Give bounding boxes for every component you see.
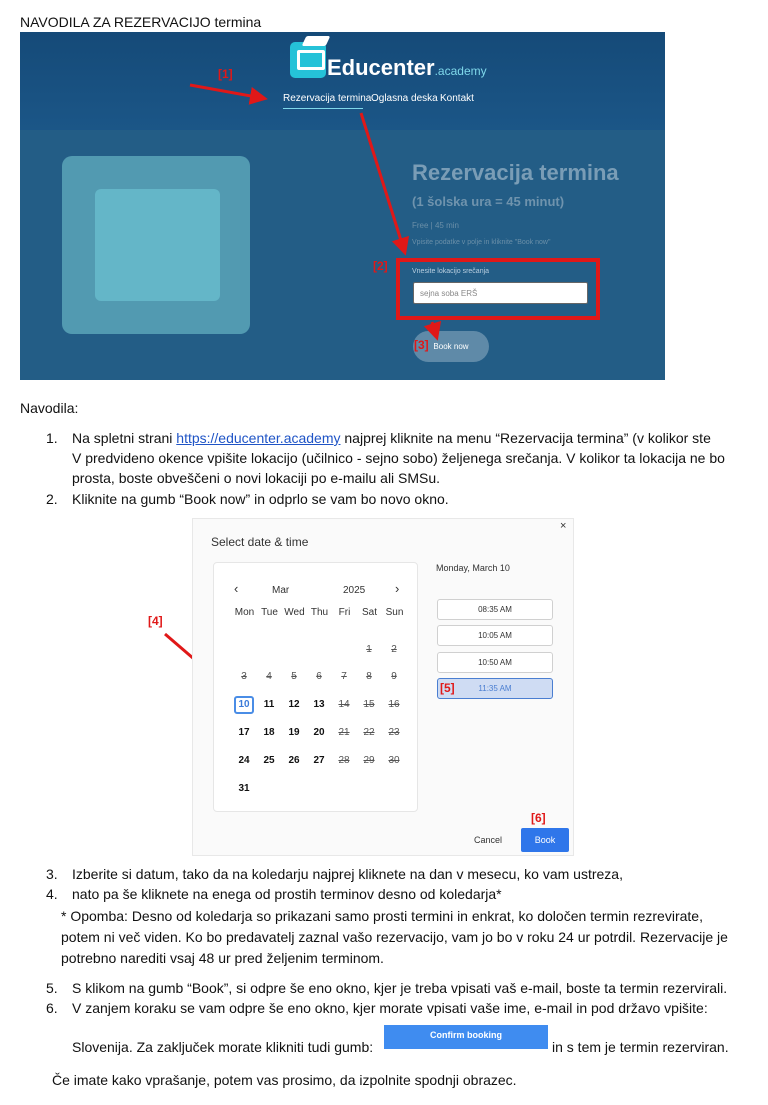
time-slot[interactable]: 08:35 AM <box>437 599 553 620</box>
step-1-line-3: prosta, boste obveščeni o novi lokaciji po e-mailu ali SMSu. <box>72 470 441 486</box>
calendar-day: 1 <box>366 644 372 655</box>
marker-1: [1] <box>218 67 233 81</box>
calendar-day[interactable]: 12 <box>288 699 300 710</box>
logo-suffix: .academy <box>434 64 487 78</box>
prev-month-icon[interactable]: ‹ <box>234 581 239 596</box>
step-6-continuation: Slovenija. Za zaključek morate klikniti tudi gumb: <box>72 1039 374 1055</box>
weekday-label: Thu <box>310 607 329 618</box>
calendar-day: 21 <box>338 727 350 738</box>
step-1-text-pre: Na spletni strani <box>72 430 177 446</box>
time-slot[interactable]: 10:50 AM <box>437 652 553 673</box>
calendar-day: 15 <box>363 699 375 710</box>
weekday-label: Wed <box>284 607 305 618</box>
logo-text: Educenter <box>327 55 435 80</box>
calendar-day: 9 <box>391 671 397 682</box>
step-5-text: S klikom na gumb “Book”, si odpre še eno okno, kjer je treba vpisati vaš e-mail, boste ta termin rezervirali. <box>72 980 728 996</box>
weekday-label: Sat <box>361 607 377 618</box>
calendar-day: 8 <box>366 671 372 682</box>
step-4-text: nato pa še kliknete na enega od prostih terminov desno od koledarja* <box>72 886 502 902</box>
calendar-day: 28 <box>338 755 350 766</box>
educenter-link[interactable]: https://educenter.academy <box>176 430 341 446</box>
hero-subtitle: (1 šolska ura = 45 minut) <box>412 194 565 209</box>
instructions-heading: Navodila: <box>20 400 79 416</box>
calendar-day[interactable]: 18 <box>263 727 275 738</box>
marker-6: [6] <box>531 811 546 825</box>
book-now-button[interactable]: Book now <box>413 331 489 362</box>
calendar-day: 30 <box>388 755 400 766</box>
note-line-3: potrebno narediti vsaj 48 ur pred željenim terminom. <box>61 950 384 966</box>
calendar-day: 3 <box>241 671 247 682</box>
calendar-day[interactable]: 10 <box>234 696 254 714</box>
hero-title: Rezervacija termina <box>412 160 619 185</box>
close-icon[interactable]: × <box>560 520 567 532</box>
calendar-day: 14 <box>338 699 350 710</box>
calendar-month: Mar <box>272 585 290 596</box>
location-input[interactable]: sejna soba ERŠ <box>413 282 588 304</box>
step-2-text: Kliknite na gumb “Book now” in odprlo se vam bo novo okno. <box>72 491 449 507</box>
nav-rezervacija-termina[interactable]: Rezervacija termina <box>283 93 372 104</box>
time-slot[interactable]: 11:35 AM <box>437 678 553 699</box>
weekday-label: Fri <box>338 607 351 618</box>
note-line-1: * Opomba: Desno od koledarja so prikazani samo prosti termini in enkrat, ko določen termin rezrevirate, <box>61 908 703 924</box>
confirm-booking-button[interactable]: Confirm booking <box>384 1025 548 1049</box>
marker-4: [4] <box>148 614 163 628</box>
marker-2: [2] <box>373 259 388 273</box>
calendar-day[interactable]: 25 <box>263 755 275 766</box>
step-1-line-1 <box>72 428 711 448</box>
dialog-title: Select date & time <box>211 535 309 549</box>
calendar-day[interactable]: 11 <box>263 699 275 710</box>
closing-text: Če imate kako vprašanje, potem vas prosimo, da izpolnite spodnji obrazec. <box>52 1072 517 1088</box>
calendar-day[interactable]: 19 <box>288 727 300 738</box>
step-2-number: 2. <box>46 491 58 507</box>
step-6-number: 6. <box>46 1000 58 1016</box>
step-5-number: 5. <box>46 980 58 996</box>
note-line-2: potem ni več viden. Ko bo predavatelj zaznal vašo rezervacijo, vam jo bo v roku 24 ur potrdil. Rezervacije je <box>61 929 728 945</box>
calendar-day[interactable]: 17 <box>238 727 250 738</box>
booking-hint: Vpisite podatke v polje in kliknite "Book now" <box>412 239 551 246</box>
step-6-text: V zanjem koraku se vam odpre še eno okno, kjer morate vpisati vaše ime, e-mail in pod državo vpišite: <box>72 1000 708 1016</box>
weekday-label: Tue <box>261 607 278 618</box>
calendar-year: 2025 <box>343 585 366 596</box>
time-slot[interactable]: 10:05 AM <box>437 625 553 646</box>
step-4-number: 4. <box>46 886 58 902</box>
calendar-day: 22 <box>363 727 375 738</box>
booking-dialog <box>192 518 574 856</box>
calendar-day[interactable]: 26 <box>288 755 300 766</box>
calendar-day[interactable]: 31 <box>238 783 250 794</box>
calendar-day: 23 <box>388 727 400 738</box>
calendar-day[interactable]: 20 <box>313 727 325 738</box>
step-1-line-2: V predvideno okence vpišite lokacijo (učilnico - sejno sobo) željenega srečanja. V kolikor ta lokacija ne bo <box>72 450 725 466</box>
step-6-continuation-end: in s tem je termin rezerviran. <box>552 1039 729 1055</box>
step-1-text-post: najprej kliknite na menu “Rezervacija termina” (v kolikor ste <box>340 430 711 446</box>
nav-kontakt[interactable]: Kontakt <box>440 93 474 104</box>
calendar-day: 6 <box>316 671 322 682</box>
calendar-day: 29 <box>363 755 375 766</box>
document-title: NAVODILA ZA REZERVACIJO termina <box>20 14 262 30</box>
step-3-number: 3. <box>46 866 58 882</box>
booking-meta: Free | 45 min <box>412 221 459 230</box>
calendar <box>213 562 418 812</box>
selected-date-heading: Monday, March 10 <box>436 563 510 573</box>
next-month-icon[interactable]: › <box>395 581 400 596</box>
calendar-day: 7 <box>341 671 347 682</box>
calendar-day: 4 <box>266 671 272 682</box>
cancel-button[interactable]: Cancel <box>474 835 503 845</box>
step-1-number: 1. <box>46 430 58 446</box>
step-3-text: Izberite si datum, tako da na koledarju najprej kliknete na dan v mesecu, ko vam ustreza, <box>72 866 623 882</box>
location-label: Vnesite lokacijo srečanja <box>412 268 490 275</box>
nav-oglasna-deska[interactable]: Oglasna deska <box>371 93 438 104</box>
marker-5: [5] <box>440 681 455 695</box>
calendar-day[interactable]: 27 <box>313 755 325 766</box>
calendar-day[interactable]: 24 <box>238 755 250 766</box>
calendar-day: 5 <box>291 671 297 682</box>
book-button[interactable]: Book <box>521 828 569 852</box>
weekday-label: Sun <box>385 607 404 618</box>
calendar-day: 2 <box>391 644 397 655</box>
calendar-day: 16 <box>388 699 400 710</box>
marker-3: [3] <box>414 338 429 352</box>
calendar-day[interactable]: 13 <box>313 699 325 710</box>
weekday-label: Mon <box>234 607 255 618</box>
